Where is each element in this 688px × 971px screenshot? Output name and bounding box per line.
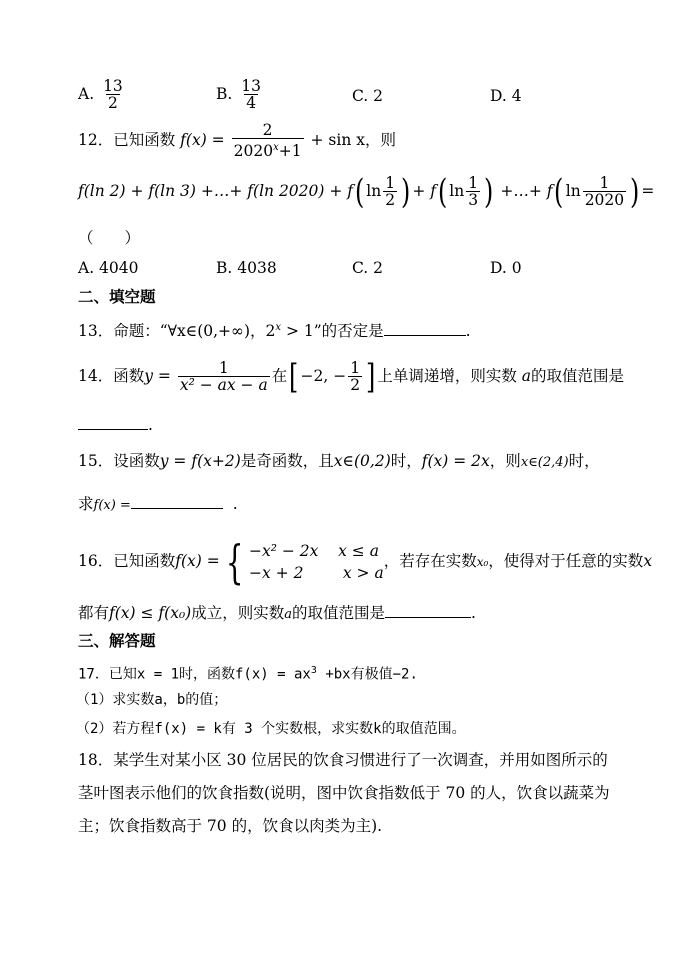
q16-mid2: ，使得对于任意的实数 (488, 552, 644, 570)
q14-tail: 的取值范围是 (531, 367, 625, 385)
q11-option-c: C. 2 (352, 87, 384, 105)
plus-f: + f (412, 182, 437, 200)
paren-close: ) (630, 172, 640, 212)
q16-line2a: 都有 (78, 604, 110, 622)
interval-left: −2, − (300, 367, 347, 385)
case-1 (249, 540, 384, 562)
q13-text: 13．命题：“∀x∈(0,+∞)，2 (78, 322, 276, 341)
q16-mid: ，若存在实数 (383, 552, 477, 570)
numerator: 2 (262, 121, 273, 139)
q17-line2: （1）求实数a，b的值； (76, 692, 228, 708)
q15-mid3: ，则 (489, 452, 521, 470)
expr-part1: f(ln 2) + f(ln 3) +…+ f(ln 2020) + f (78, 182, 354, 200)
q16-line2c: 的取值范围是 (292, 604, 386, 622)
numerator: 1 (599, 174, 610, 192)
answer-blank (384, 321, 466, 336)
q12-prefix: 12．已知函数 (78, 131, 176, 150)
answer-blank (385, 603, 471, 618)
q15-line2-prefix: 求 (78, 495, 94, 513)
q11-option-d: D. 4 (490, 87, 522, 105)
q18-line1: 18．某学生对某小区 30 位居民的饮食习惯进行了一次调查，并用如图所示的 (78, 751, 608, 769)
q17-line3: （2）若方程f(x) = k有 3 个实数根，求实数k的取值范围。 (76, 721, 466, 737)
q16-a: a (284, 607, 292, 622)
q17-line1a: 17．已知x = 1时，函数f(x) = ax (78, 666, 311, 683)
numerator: 13 (103, 77, 123, 95)
q12-option-d: D. 0 (490, 259, 522, 277)
q16-x0: x₀ (476, 555, 489, 569)
q16-line2 (78, 603, 476, 625)
q13-end: . (465, 322, 471, 341)
q12-suffix: + sin x，则 (310, 131, 396, 150)
q14-fraction (178, 360, 270, 394)
q14-in: 在 (271, 367, 288, 385)
q14-end: . (148, 416, 153, 434)
denominator: 2 (385, 191, 396, 209)
q12-fraction (232, 122, 304, 160)
frac-last (583, 175, 626, 209)
piecewise (249, 540, 384, 584)
q12-stem (78, 122, 396, 160)
numerator: 13 (241, 77, 261, 95)
q16-end: . (471, 604, 476, 622)
fraction (239, 78, 263, 112)
q16-line1 (78, 536, 652, 587)
answer-blank (131, 494, 223, 509)
den-exp: x (273, 142, 279, 153)
case2-expr: −x + 2 (249, 564, 304, 582)
q15-cond2: x∈(2,4) (520, 455, 569, 470)
q16-line2b: 成立，则实数 (191, 604, 285, 622)
q16-f: f(x) = (175, 552, 220, 570)
bracket-open: [ (289, 357, 299, 397)
q12-paren: （ ） (78, 229, 141, 247)
q15-f3: f(x) = (93, 498, 131, 513)
q17-line1b: +bx有极值−2. (316, 666, 418, 683)
ln: ln (449, 182, 465, 200)
q11-option-b (216, 78, 265, 112)
option-label: B. (216, 85, 233, 103)
denominator: 2 (107, 94, 118, 112)
q14-suffix: 上单调递增，则实数 (377, 367, 517, 385)
q13-exp: x (275, 322, 282, 333)
brace: { (225, 535, 244, 589)
frac-third (466, 175, 480, 209)
numerator: 1 (468, 174, 479, 192)
q17-line1 (78, 661, 418, 685)
equals: = (641, 182, 655, 200)
frac-half (383, 175, 397, 209)
option-label: A. (78, 85, 95, 103)
q17-exp: 3 (310, 665, 317, 676)
q12-option-c: C. 2 (352, 259, 384, 277)
q15-mid2: 时， (390, 452, 422, 470)
q18-line2: 茎叶图表示他们的饮食指数(说明，图中饮食指数低于 70 的人，饮食以蔬菜为 (78, 784, 610, 802)
q11-option-a (78, 78, 127, 112)
denominator: 2 (350, 376, 361, 394)
q15-mid4: 时， (568, 452, 600, 470)
case1-cond: x ≤ a (338, 542, 379, 560)
numerator: 1 (385, 174, 396, 192)
q16-x: x (643, 552, 653, 570)
denominator: 2020 (584, 191, 625, 209)
q14-answer-line (78, 415, 153, 435)
paren-close: ) (401, 172, 411, 212)
q12-option-a: A. 4040 (78, 259, 139, 277)
section-title-solve: 三、解答题 (78, 631, 156, 650)
q15-line1 (78, 451, 600, 473)
q14-a: a (521, 367, 532, 385)
q14-y: y = (144, 367, 171, 385)
q14-prefix: 14．函数 (78, 367, 145, 385)
q13-tail: > 1”的否定是 (281, 322, 384, 341)
ln: ln (565, 182, 581, 200)
denominator: 3 (468, 191, 479, 209)
q15-line2 (78, 494, 238, 516)
denominator: x² − ax − a (179, 376, 268, 394)
q12-func: f(x) = (180, 131, 225, 150)
paren-open: ( (355, 172, 365, 212)
numerator: 1 (350, 359, 361, 377)
q15-end: . (232, 495, 238, 513)
answer-blank (78, 415, 148, 430)
bracket-close: ] (366, 357, 376, 397)
case1-expr: −x² − 2x (249, 542, 319, 560)
q16-ineq: f(x) ≤ f(x₀) (109, 604, 192, 622)
paren-open: ( (554, 172, 564, 212)
numerator: 1 (218, 359, 229, 377)
q12-expression (78, 172, 655, 212)
fraction (101, 78, 125, 112)
q15-cond: x∈(0,2) (333, 452, 391, 470)
interval-frac (348, 360, 362, 394)
den-base: 2020 (233, 142, 274, 161)
paren-open: ( (438, 172, 448, 212)
case-2 (249, 562, 384, 584)
mid: +…+ f (500, 182, 553, 200)
q15-f2: f(x) = 2x (421, 452, 490, 470)
q16-prefix: 16．已知函数 (78, 552, 176, 570)
section-title-fill: 二、填空题 (78, 287, 156, 306)
q13 (78, 318, 471, 341)
q12-option-b: B. 4038 (216, 259, 277, 277)
paren-close: ) (484, 172, 494, 212)
q15-f1: y = f(x+2) (159, 452, 241, 470)
q18-line3: 主；饮食指数高于 70 的，饮食以肉类为主). (78, 817, 383, 835)
q15-prefix: 15．设函数 (78, 452, 160, 470)
denominator: 4 (246, 94, 257, 112)
ln: ln (366, 182, 382, 200)
q14 (78, 357, 625, 397)
case2-cond: x > a (342, 564, 384, 582)
denominator (232, 138, 304, 160)
den-tail: +1 (278, 142, 302, 161)
q15-mid1: 是奇函数，且 (240, 452, 334, 470)
